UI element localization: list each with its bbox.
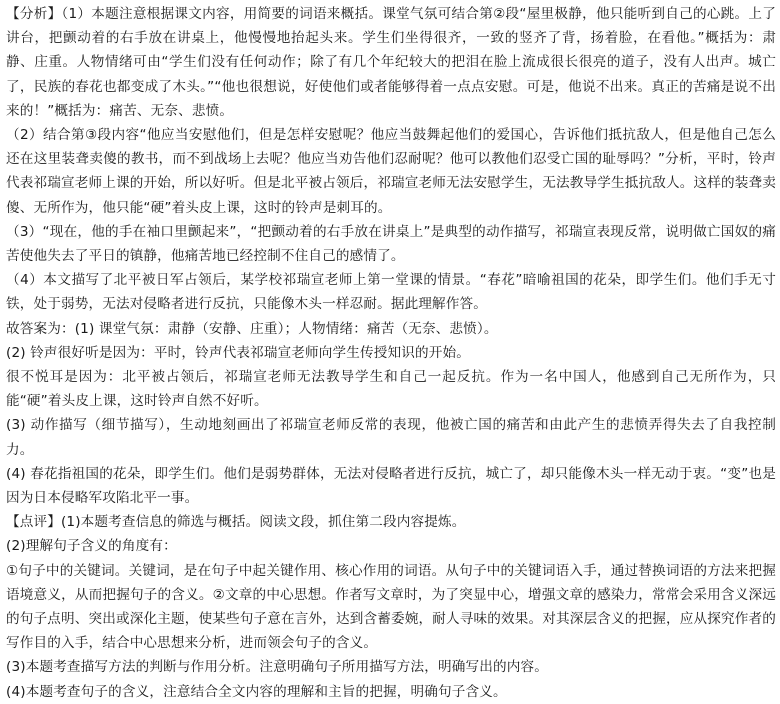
comment-3: (3)本题考查描写方法的判断与作用分析。注意明确句子所用描写方法，明确写出的内容。 (6, 659, 548, 676)
comment-2-heading: (2)理解句子含义的角度有： (6, 538, 177, 555)
analysis-part-1: 【分析】（1）本题注意根据课文内容，用简要的词语来概括。课堂气氛可结合第②段“屋里极静，他只能听到自己的心跳。上了讲台，把颤动着的右手放在讲桌上，他慢慢地抬起头来。学生们坐得很齐，一致的竖齐了背，扬着脸，在看他。”概括为：肃静、庄重。人物情绪可由“学生们没有任何动作；除了有几个年纪较大的把泪在脸上流成很长很亮的道子，没有人出声。城亡了，民族的春花也都变成了木头。”“他也很想说，好使他们或者能够得着一点点安慰。可是，他说不出来。真正的苦痛是说不出来的！”概括为：痛苦、无奈、悲愤。 (6, 6, 776, 119)
analysis-part-2: （2）结合第③段内容“他应当安慰他们，但是怎样安慰呢？他应当鼓舞起他们的爱国心，告诉他们抵抗敌人，但是他自己怎么还在这里装聋卖傻的教书，而不到战场上去呢？他应当劝告他们忍耐呢？他可以教他们忍受亡国的耻辱吗？”分析，平时，铃声代表祁瑞宣老师上课的开始，所以好听。但是北平被占领后，祁瑞宣老师无法安慰学生，无法教导学生抵抗敌人。这样的装聋卖傻、无所作为，他只能“硬”着头皮上课，这时的铃声是刺耳的。 (6, 127, 776, 216)
answer-4: (4) 春花指祖国的花朵，即学生们。他们是弱势群体，无法对侵略者进行反抗，城亡了，却只能像木头一样无动于衷。“变”也是因为日本侵略军攻陷北平一事。 (6, 465, 776, 507)
comment-1: 【点评】(1)本题考查信息的筛选与概括。阅读文段，抓住第二段内容提炼。 (6, 514, 466, 531)
comment-4: (4)本题考查句子的含义，注意结合全文内容的理解和主旨的把握，明确句子含义。 (6, 683, 507, 700)
answer-3: (3) 动作描写（细节描写），生动地刻画出了祁瑞宣老师反常的表现，他被亡国的痛苦和由此产生的悲愤弄得失去了自我控制力。 (6, 417, 776, 458)
analysis-part-3: （3）“现在，他的手在袖口里颤起来”，“把颤动着的右手放在讲桌上”是典型的动作描写，祁瑞宣表现反常，说明做亡国奴的痛苦使他失去了平日的镇静，他痛苦地已经控制不住自己的感情了。 (6, 223, 776, 265)
answer-1: 故答案为：(1) 课堂气氛：肃静（安静、庄重）；人物情绪：痛苦（无奈、悲愤）。 (6, 320, 498, 337)
analysis-part-4: （4）本文描写了北平被日军占领后，某学校祁瑞宣老师上第一堂课的情景。“春花”暗喻祖国的花朵，即学生们。他们手无寸铁，处于弱势，无法对侵略者进行反抗，只能像木头一样忍耐。据此理解作答。 (6, 272, 776, 313)
comment-2-body: ①句子中的关键词。关键词，是在句子中起关键作用、核心作用的词语。从句子中的关键词语入手，通过替换词语的方法来把握语境意义，从而把握句子的含义。②文章的中心思想。作者写文章时，为了突显中心，增强文章的感染力，常常会采用含义深远的句子点明、突出或深化主题，使某些句子意在言外，达到含蓄委婉，耐人寻味的效果。对其深层含义的把握，应从探究作者的写作目的入手，结合中心思想来分析，进而领会句子的含义。 (6, 562, 776, 652)
answer-2a: (2) 铃声很好听是因为：平时，铃声代表祁瑞宣老师向学生传授知识的开始。 (6, 344, 470, 361)
answer-2b: 很不悦耳是因为：北平被占领后，祁瑞宣老师无法教导学生和自己一起反抗。作为一名中国人，他感到自己无所作为，只能“硬”着头皮上课，这时铃声自然不好听。 (6, 369, 776, 410)
